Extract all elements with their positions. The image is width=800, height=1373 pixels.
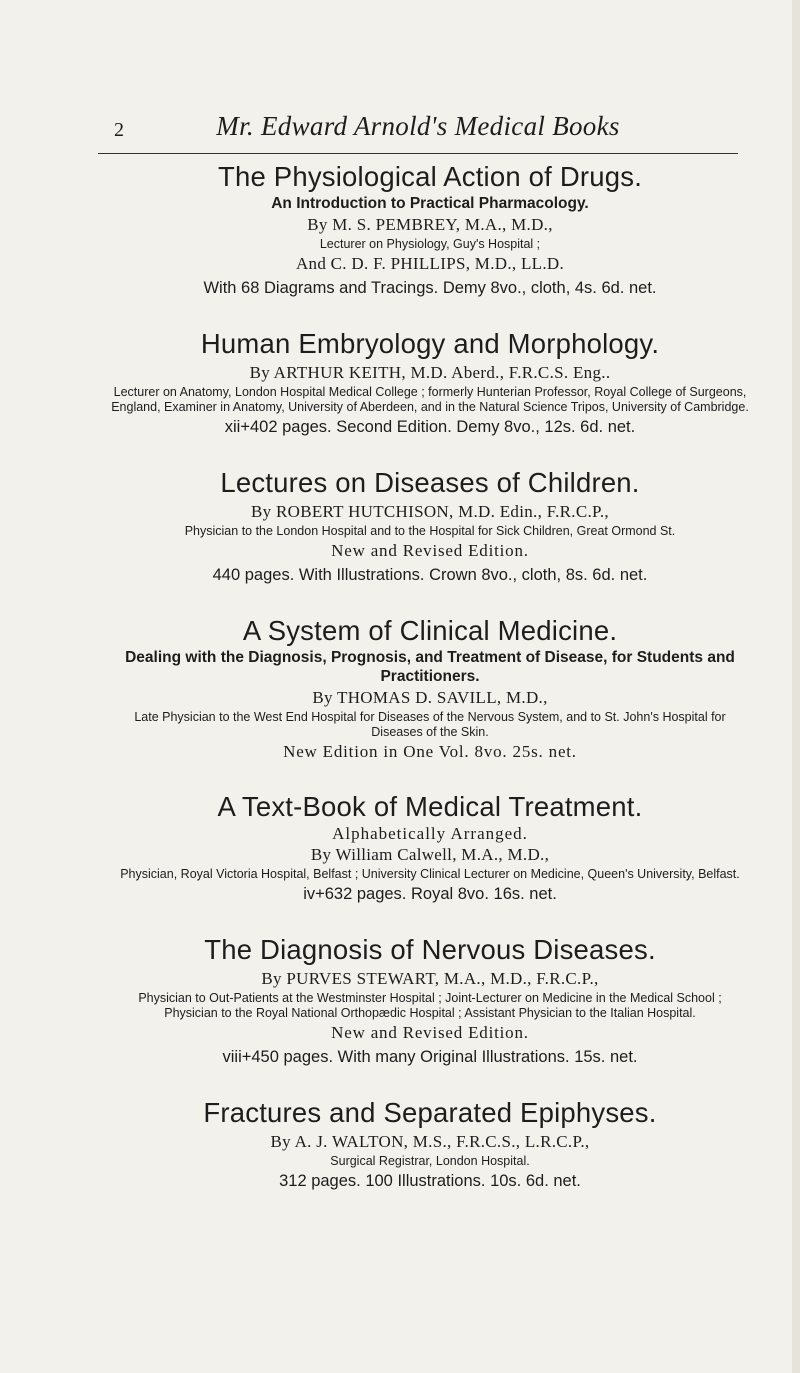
book-entry: [110, 160, 750, 301]
book-details: xii+402 pages. Second Edition. Demy 8vo., 12s. 6d. net.: [224, 418, 636, 436]
book-author: By ROBERT HUTCHISON, M.D. Edin., F.R.C.P.,: [251, 502, 609, 521]
author-position: Lecturer on Physiology, Guy's Hospital ;: [319, 237, 541, 251]
book-details: viii+450 pages. With many Original Illustrations. 15s. net.: [222, 1048, 638, 1066]
book-details: 312 pages. 100 Illustrations. 10s. 6d. net.: [279, 1172, 581, 1190]
book-list: [110, 160, 750, 1194]
page-edge: [792, 0, 800, 1373]
book-title: Lectures on Diseases of Children.: [220, 467, 640, 498]
book-entry: [110, 1096, 750, 1194]
book-subtitle: Alphabetically Arranged.: [332, 824, 528, 843]
book-author: By A. J. WALTON, M.S., F.R.C.S., L.R.C.P.,: [270, 1132, 590, 1151]
book-title: Fractures and Separated Epiphyses.: [203, 1097, 657, 1128]
book-edition: New and Revised Edition.: [331, 541, 529, 560]
author-position: Lecturer on Anatomy, London Hospital Medical College ; formerly Hunterian Professor, Royal College of Surgeons, England, Examiner in Anatomy, University of Aberdeen, and in the Natural Science Tripos, University of Cambridge.: [111, 385, 749, 414]
book-co-author: And C. D. F. PHILLIPS, M.D., LL.D.: [295, 254, 565, 273]
book-subtitle: Dealing with the Diagnosis, Prognosis, and Treatment of Disease, for Students and Practitioners.: [125, 649, 735, 685]
book-author: By PURVES STEWART, M.A., M.D., F.R.C.P.,: [261, 969, 599, 988]
book-title: A System of Clinical Medicine.: [242, 615, 618, 646]
book-subtitle: An Introduction to Practical Pharmacology.: [271, 195, 589, 212]
book-edition: New Edition in One Vol. 8vo. 25s. net.: [283, 742, 577, 761]
page-number: 2: [114, 119, 124, 141]
author-position: Surgical Registrar, London Hospital.: [330, 1154, 530, 1168]
page-header: [98, 101, 738, 154]
book-details: 440 pages. With Illustrations. Crown 8vo., cloth, 8s. 6d. net.: [212, 566, 648, 584]
author-position: Physician, Royal Victoria Hospital, Belfast ; University Clinical Lecturer on Medicine, Queen's University, Belfast.: [120, 867, 740, 881]
book-title: The Physiological Action of Drugs.: [217, 161, 643, 192]
book-title: The Diagnosis of Nervous Diseases.: [204, 934, 656, 965]
book-author: By THOMAS D. SAVILL, M.D.,: [312, 688, 548, 707]
author-position: Physician to Out-Patients at the Westminster Hospital ; Joint-Lecturer on Medicine in the Medical School ; Physician to the Royal National Orthopædic Hospital ; Assistant Physician to the Italian Hospital.: [138, 991, 722, 1020]
author-position: Late Physician to the West End Hospital for Diseases of the Nervous System, and to St. John's Hospital for Diseases of the Skin.: [134, 710, 726, 739]
book-entry: [110, 933, 750, 1070]
book-entry: [110, 614, 750, 764]
book-details: With 68 Diagrams and Tracings. Demy 8vo., cloth, 4s. 6d. net.: [203, 279, 657, 297]
book-title: Human Embryology and Morphology.: [200, 328, 660, 359]
book-author: By William Calwell, M.A., M.D.,: [310, 845, 550, 864]
book-details: iv+632 pages. Royal 8vo. 16s. net.: [303, 885, 557, 903]
book-entry: [110, 790, 750, 907]
book-title: A Text-Book of Medical Treatment.: [217, 791, 643, 822]
book-author: By M. S. PEMBREY, M.A., M.D.,: [307, 215, 553, 234]
book-author: By ARTHUR KEITH, M.D. Aberd., F.R.C.S. Eng..: [249, 363, 611, 382]
author-position: Physician to the London Hospital and to the Hospital for Sick Children, Great Ormond St.: [184, 524, 676, 538]
book-entry: [110, 466, 750, 588]
running-title: Mr. Edward Arnold's Medical Books: [216, 111, 620, 141]
book-entry: [110, 327, 750, 440]
book-edition: New and Revised Edition.: [331, 1023, 529, 1042]
